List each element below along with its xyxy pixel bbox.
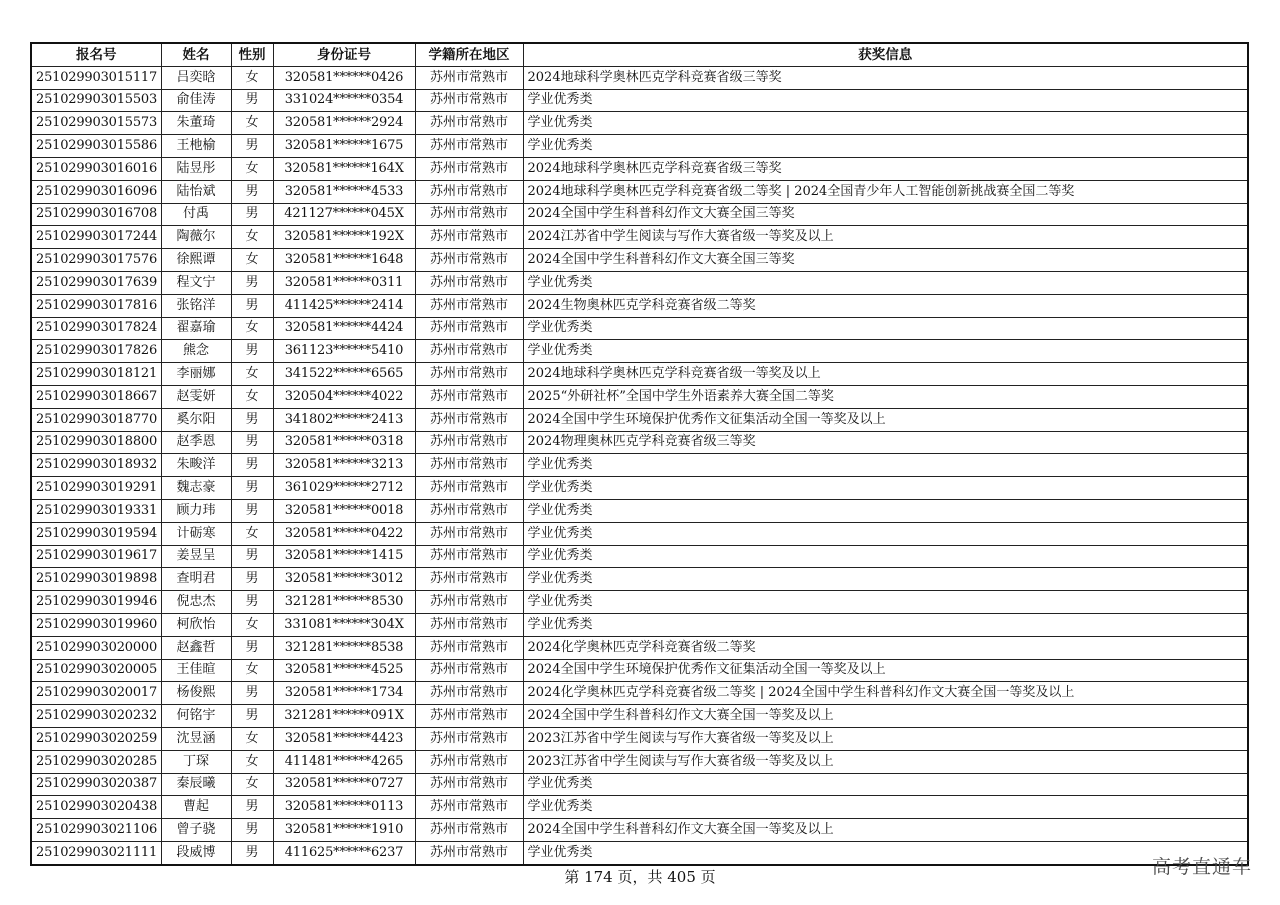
registration-number-cell: 251029903020017 (31, 682, 161, 705)
school-region-cell: 苏州市常熟市 (415, 385, 523, 408)
table-body (31, 66, 1248, 864)
school-region-cell: 苏州市常熟市 (415, 522, 523, 545)
table-header-row (31, 43, 1248, 66)
id-number-cell: 331081******304X (273, 613, 415, 636)
school-region-cell: 苏州市常熟市 (415, 363, 523, 386)
table-row (31, 294, 1248, 317)
table-row (31, 112, 1248, 135)
id-number-cell: 411425******2414 (273, 294, 415, 317)
table-row (31, 89, 1248, 112)
award-info-cell: 学业优秀类 (523, 841, 1248, 864)
table-row (31, 203, 1248, 226)
id-number-cell: 320581******4525 (273, 659, 415, 682)
id-number-cell: 320581******1648 (273, 249, 415, 272)
table-row (31, 773, 1248, 796)
school-region-cell: 苏州市常熟市 (415, 317, 523, 340)
gender-cell: 男 (231, 135, 273, 158)
registration-number-cell: 251029903020232 (31, 705, 161, 728)
name-cell: 徐熙谭 (161, 249, 231, 272)
table-row (31, 249, 1248, 272)
registration-number-cell: 251029903019291 (31, 477, 161, 500)
registration-number-cell: 251029903020387 (31, 773, 161, 796)
school-region-cell: 苏州市常熟市 (415, 499, 523, 522)
name-cell: 何铭宇 (161, 705, 231, 728)
table-row (31, 431, 1248, 454)
award-info-cell: 学业优秀类 (523, 522, 1248, 545)
award-info-cell: 学业优秀类 (523, 773, 1248, 796)
table-row (31, 591, 1248, 614)
award-info-cell: 2024物理奥林匹克学科竞赛省级三等奖 (523, 431, 1248, 454)
name-cell: 曾子骁 (161, 819, 231, 842)
gender-cell: 女 (231, 659, 273, 682)
id-number-cell: 361123******5410 (273, 340, 415, 363)
gender-cell: 女 (231, 112, 273, 135)
award-info-cell: 2025“外研社杯”全国中学生外语素养大赛全国二等奖 (523, 385, 1248, 408)
award-info-cell: 2024化学奥林匹克学科竞赛省级二等奖 | 2024全国中学生科普科幻作文大赛全国一等奖及以上 (523, 682, 1248, 705)
id-number-cell: 321281******8538 (273, 636, 415, 659)
table-row (31, 226, 1248, 249)
gender-cell: 女 (231, 157, 273, 180)
table-row (31, 819, 1248, 842)
registration-number-cell: 251029903020000 (31, 636, 161, 659)
award-info-cell: 学业优秀类 (523, 112, 1248, 135)
registration-number-cell: 251029903019960 (31, 613, 161, 636)
id-number-cell: 320581******0422 (273, 522, 415, 545)
id-number-cell: 341802******2413 (273, 408, 415, 431)
id-number-cell: 411481******4265 (273, 750, 415, 773)
school-region-cell: 苏州市常熟市 (415, 249, 523, 272)
registration-number-cell: 251029903017639 (31, 271, 161, 294)
name-cell: 沈昱涵 (161, 727, 231, 750)
registration-number-cell: 251029903018121 (31, 363, 161, 386)
award-info-cell: 学业优秀类 (523, 317, 1248, 340)
registration-number-cell: 251029903019898 (31, 568, 161, 591)
gender-cell: 女 (231, 727, 273, 750)
name-cell: 姜昱呈 (161, 545, 231, 568)
name-cell: 程文宁 (161, 271, 231, 294)
school-region-cell: 苏州市常熟市 (415, 294, 523, 317)
gender-cell: 男 (231, 682, 273, 705)
name-cell: 李丽娜 (161, 363, 231, 386)
name-cell: 翟嘉瑜 (161, 317, 231, 340)
table-row (31, 66, 1248, 89)
header-name: 姓名 (161, 43, 231, 66)
award-roster-sheet (30, 42, 1247, 866)
id-number-cell: 320581******1415 (273, 545, 415, 568)
name-cell: 熊念 (161, 340, 231, 363)
id-number-cell: 320581******3012 (273, 568, 415, 591)
award-info-cell: 学业优秀类 (523, 613, 1248, 636)
name-cell: 顾力玮 (161, 499, 231, 522)
award-info-cell: 2024全国中学生科普科幻作文大赛全国三等奖 (523, 249, 1248, 272)
gender-cell: 男 (231, 841, 273, 864)
school-region-cell: 苏州市常熟市 (415, 750, 523, 773)
award-info-cell: 2024地球科学奥林匹克学科竞赛省级三等奖 (523, 157, 1248, 180)
gender-cell: 男 (231, 203, 273, 226)
registration-number-cell: 251029903019594 (31, 522, 161, 545)
name-cell: 段威博 (161, 841, 231, 864)
name-cell: 陆怡斌 (161, 180, 231, 203)
school-region-cell: 苏州市常熟市 (415, 180, 523, 203)
award-info-cell: 2024江苏省中学生阅读与写作大赛省级一等奖及以上 (523, 226, 1248, 249)
gender-cell: 男 (231, 340, 273, 363)
id-number-cell: 331024******0354 (273, 89, 415, 112)
name-cell: 朱董琦 (161, 112, 231, 135)
name-cell: 查明君 (161, 568, 231, 591)
table-row (31, 135, 1248, 158)
table-row (31, 613, 1248, 636)
registration-number-cell: 251029903017576 (31, 249, 161, 272)
registration-number-cell: 251029903017244 (31, 226, 161, 249)
gender-cell: 男 (231, 454, 273, 477)
award-info-cell: 2024全国中学生环境保护优秀作文征集活动全国一等奖及以上 (523, 659, 1248, 682)
table-row (31, 408, 1248, 431)
table-row (31, 682, 1248, 705)
name-cell: 陶薇尔 (161, 226, 231, 249)
award-info-cell: 2024全国中学生科普科幻作文大赛全国三等奖 (523, 203, 1248, 226)
registration-number-cell: 251029903015503 (31, 89, 161, 112)
header-school-region: 学籍所在地区 (415, 43, 523, 66)
school-region-cell: 苏州市常熟市 (415, 89, 523, 112)
award-info-cell: 2023江苏省中学生阅读与写作大赛省级一等奖及以上 (523, 750, 1248, 773)
gender-cell: 男 (231, 545, 273, 568)
award-info-cell: 2024地球科学奥林匹克学科竞赛省级二等奖 | 2024全国青少年人工智能创新挑战赛全国二等奖 (523, 180, 1248, 203)
school-region-cell: 苏州市常熟市 (415, 705, 523, 728)
table-row (31, 477, 1248, 500)
id-number-cell: 320581******1910 (273, 819, 415, 842)
award-info-cell: 学业优秀类 (523, 796, 1248, 819)
award-info-cell: 2024地球科学奥林匹克学科竞赛省级一等奖及以上 (523, 363, 1248, 386)
id-number-cell: 320581******3213 (273, 454, 415, 477)
school-region-cell: 苏州市常熟市 (415, 545, 523, 568)
table-row (31, 705, 1248, 728)
gender-cell: 男 (231, 431, 273, 454)
registration-number-cell: 251029903017816 (31, 294, 161, 317)
registration-number-cell: 251029903015117 (31, 66, 161, 89)
table-row (31, 568, 1248, 591)
registration-number-cell: 251029903017826 (31, 340, 161, 363)
school-region-cell: 苏州市常熟市 (415, 203, 523, 226)
gender-cell: 男 (231, 636, 273, 659)
id-number-cell: 421127******045X (273, 203, 415, 226)
school-region-cell: 苏州市常熟市 (415, 636, 523, 659)
name-cell: 赵鑫哲 (161, 636, 231, 659)
id-number-cell: 320581******0426 (273, 66, 415, 89)
gender-cell: 男 (231, 408, 273, 431)
registration-number-cell: 251029903015573 (31, 112, 161, 135)
id-number-cell: 320581******0318 (273, 431, 415, 454)
table-row (31, 157, 1248, 180)
registration-number-cell: 251029903019617 (31, 545, 161, 568)
registration-number-cell: 251029903020438 (31, 796, 161, 819)
id-number-cell: 320581******0311 (273, 271, 415, 294)
gender-cell: 女 (231, 750, 273, 773)
registration-number-cell: 251029903019946 (31, 591, 161, 614)
header-id-number: 身份证号 (273, 43, 415, 66)
table-row (31, 659, 1248, 682)
award-info-cell: 2023江苏省中学生阅读与写作大赛省级一等奖及以上 (523, 727, 1248, 750)
award-info-cell: 2024地球科学奥林匹克学科竞赛省级三等奖 (523, 66, 1248, 89)
award-info-cell: 2024化学奥林匹克学科竞赛省级二等奖 (523, 636, 1248, 659)
gender-cell: 女 (231, 613, 273, 636)
table-row (31, 385, 1248, 408)
award-info-cell: 学业优秀类 (523, 89, 1248, 112)
id-number-cell: 320581******2924 (273, 112, 415, 135)
table-row (31, 522, 1248, 545)
gender-cell: 男 (231, 271, 273, 294)
award-info-cell: 学业优秀类 (523, 545, 1248, 568)
award-roster-table (30, 42, 1249, 866)
registration-number-cell: 251029903016096 (31, 180, 161, 203)
school-region-cell: 苏州市常熟市 (415, 819, 523, 842)
award-info-cell: 学业优秀类 (523, 499, 1248, 522)
school-region-cell: 苏州市常熟市 (415, 682, 523, 705)
name-cell: 赵季恩 (161, 431, 231, 454)
name-cell: 奚尔阳 (161, 408, 231, 431)
registration-number-cell: 251029903019331 (31, 499, 161, 522)
registration-number-cell: 251029903018770 (31, 408, 161, 431)
id-number-cell: 321281******091X (273, 705, 415, 728)
award-info-cell: 学业优秀类 (523, 591, 1248, 614)
school-region-cell: 苏州市常熟市 (415, 796, 523, 819)
gender-cell: 女 (231, 522, 273, 545)
award-info-cell: 学业优秀类 (523, 477, 1248, 500)
name-cell: 计砺寒 (161, 522, 231, 545)
id-number-cell: 411625******6237 (273, 841, 415, 864)
name-cell: 俞佳涛 (161, 89, 231, 112)
school-region-cell: 苏州市常熟市 (415, 477, 523, 500)
table-row (31, 750, 1248, 773)
table-row (31, 841, 1248, 864)
registration-number-cell: 251029903016016 (31, 157, 161, 180)
table-row (31, 340, 1248, 363)
registration-number-cell: 251029903018667 (31, 385, 161, 408)
registration-number-cell: 251029903015586 (31, 135, 161, 158)
registration-number-cell: 251029903018932 (31, 454, 161, 477)
school-region-cell: 苏州市常熟市 (415, 613, 523, 636)
gender-cell: 女 (231, 249, 273, 272)
id-number-cell: 320581******4423 (273, 727, 415, 750)
gender-cell: 女 (231, 773, 273, 796)
award-info-cell: 学业优秀类 (523, 340, 1248, 363)
id-number-cell: 320504******4022 (273, 385, 415, 408)
gender-cell: 男 (231, 796, 273, 819)
gender-cell: 女 (231, 385, 273, 408)
gender-cell: 男 (231, 294, 273, 317)
registration-number-cell: 251029903018800 (31, 431, 161, 454)
id-number-cell: 320581******0727 (273, 773, 415, 796)
school-region-cell: 苏州市常熟市 (415, 408, 523, 431)
registration-number-cell: 251029903020005 (31, 659, 161, 682)
name-cell: 柯欣怡 (161, 613, 231, 636)
id-number-cell: 320581******1734 (273, 682, 415, 705)
table-row (31, 180, 1248, 203)
header-award-info: 获奖信息 (523, 43, 1248, 66)
id-number-cell: 320581******4424 (273, 317, 415, 340)
table-row (31, 636, 1248, 659)
table-row (31, 545, 1248, 568)
school-region-cell: 苏州市常熟市 (415, 157, 523, 180)
gender-cell: 男 (231, 591, 273, 614)
school-region-cell: 苏州市常熟市 (415, 454, 523, 477)
school-region-cell: 苏州市常熟市 (415, 112, 523, 135)
school-region-cell: 苏州市常熟市 (415, 226, 523, 249)
registration-number-cell: 251029903016708 (31, 203, 161, 226)
id-number-cell: 320581******164X (273, 157, 415, 180)
name-cell: 曹起 (161, 796, 231, 819)
school-region-cell: 苏州市常熟市 (415, 841, 523, 864)
name-cell: 张铭洋 (161, 294, 231, 317)
school-region-cell: 苏州市常熟市 (415, 135, 523, 158)
school-region-cell: 苏州市常熟市 (415, 271, 523, 294)
id-number-cell: 320581******1675 (273, 135, 415, 158)
id-number-cell: 320581******192X (273, 226, 415, 249)
name-cell: 朱畯洋 (161, 454, 231, 477)
award-info-cell: 2024全国中学生科普科幻作文大赛全国一等奖及以上 (523, 705, 1248, 728)
name-cell: 魏志豪 (161, 477, 231, 500)
id-number-cell: 320581******0018 (273, 499, 415, 522)
gender-cell: 女 (231, 363, 273, 386)
page-number: 第 174 页，共 405 页 (564, 868, 716, 886)
school-region-cell: 苏州市常熟市 (415, 568, 523, 591)
header-registration-number: 报名号 (31, 43, 161, 66)
id-number-cell: 321281******8530 (273, 591, 415, 614)
id-number-cell: 341522******6565 (273, 363, 415, 386)
award-info-cell: 2024全国中学生环境保护优秀作文征集活动全国一等奖及以上 (523, 408, 1248, 431)
award-info-cell: 学业优秀类 (523, 454, 1248, 477)
table-row (31, 363, 1248, 386)
award-info-cell: 学业优秀类 (523, 135, 1248, 158)
table-row (31, 454, 1248, 477)
school-region-cell: 苏州市常熟市 (415, 591, 523, 614)
registration-number-cell: 251029903021111 (31, 841, 161, 864)
watermark-logo-text: 高考直通车 (1151, 856, 1252, 878)
table-row (31, 499, 1248, 522)
id-number-cell: 320581******4533 (273, 180, 415, 203)
table-row (31, 317, 1248, 340)
header-gender: 性别 (231, 43, 273, 66)
school-region-cell: 苏州市常熟市 (415, 727, 523, 750)
registration-number-cell: 251029903021106 (31, 819, 161, 842)
gender-cell: 女 (231, 226, 273, 249)
table-row (31, 271, 1248, 294)
gender-cell: 女 (231, 317, 273, 340)
name-cell: 王佳暄 (161, 659, 231, 682)
school-region-cell: 苏州市常熟市 (415, 66, 523, 89)
school-region-cell: 苏州市常熟市 (415, 773, 523, 796)
id-number-cell: 361029******2712 (273, 477, 415, 500)
name-cell: 丁琛 (161, 750, 231, 773)
name-cell: 付禹 (161, 203, 231, 226)
school-region-cell: 苏州市常熟市 (415, 340, 523, 363)
name-cell: 王杝榆 (161, 135, 231, 158)
table-row (31, 796, 1248, 819)
award-info-cell: 学业优秀类 (523, 568, 1248, 591)
award-info-cell: 2024生物奥林匹克学科竞赛省级二等奖 (523, 294, 1248, 317)
registration-number-cell: 251029903020259 (31, 727, 161, 750)
table-row (31, 727, 1248, 750)
registration-number-cell: 251029903017824 (31, 317, 161, 340)
school-region-cell: 苏州市常熟市 (415, 431, 523, 454)
gender-cell: 男 (231, 477, 273, 500)
gender-cell: 男 (231, 705, 273, 728)
name-cell: 吕奕晗 (161, 66, 231, 89)
registration-number-cell: 251029903020285 (31, 750, 161, 773)
gender-cell: 男 (231, 568, 273, 591)
name-cell: 陆昱彤 (161, 157, 231, 180)
gender-cell: 男 (231, 819, 273, 842)
gender-cell: 男 (231, 89, 273, 112)
award-info-cell: 学业优秀类 (523, 271, 1248, 294)
award-info-cell: 2024全国中学生科普科幻作文大赛全国一等奖及以上 (523, 819, 1248, 842)
id-number-cell: 320581******0113 (273, 796, 415, 819)
school-region-cell: 苏州市常熟市 (415, 659, 523, 682)
name-cell: 杨俊熙 (161, 682, 231, 705)
name-cell: 秦辰曦 (161, 773, 231, 796)
gender-cell: 男 (231, 499, 273, 522)
gender-cell: 女 (231, 66, 273, 89)
name-cell: 倪忠杰 (161, 591, 231, 614)
name-cell: 赵雯妍 (161, 385, 231, 408)
gender-cell: 男 (231, 180, 273, 203)
